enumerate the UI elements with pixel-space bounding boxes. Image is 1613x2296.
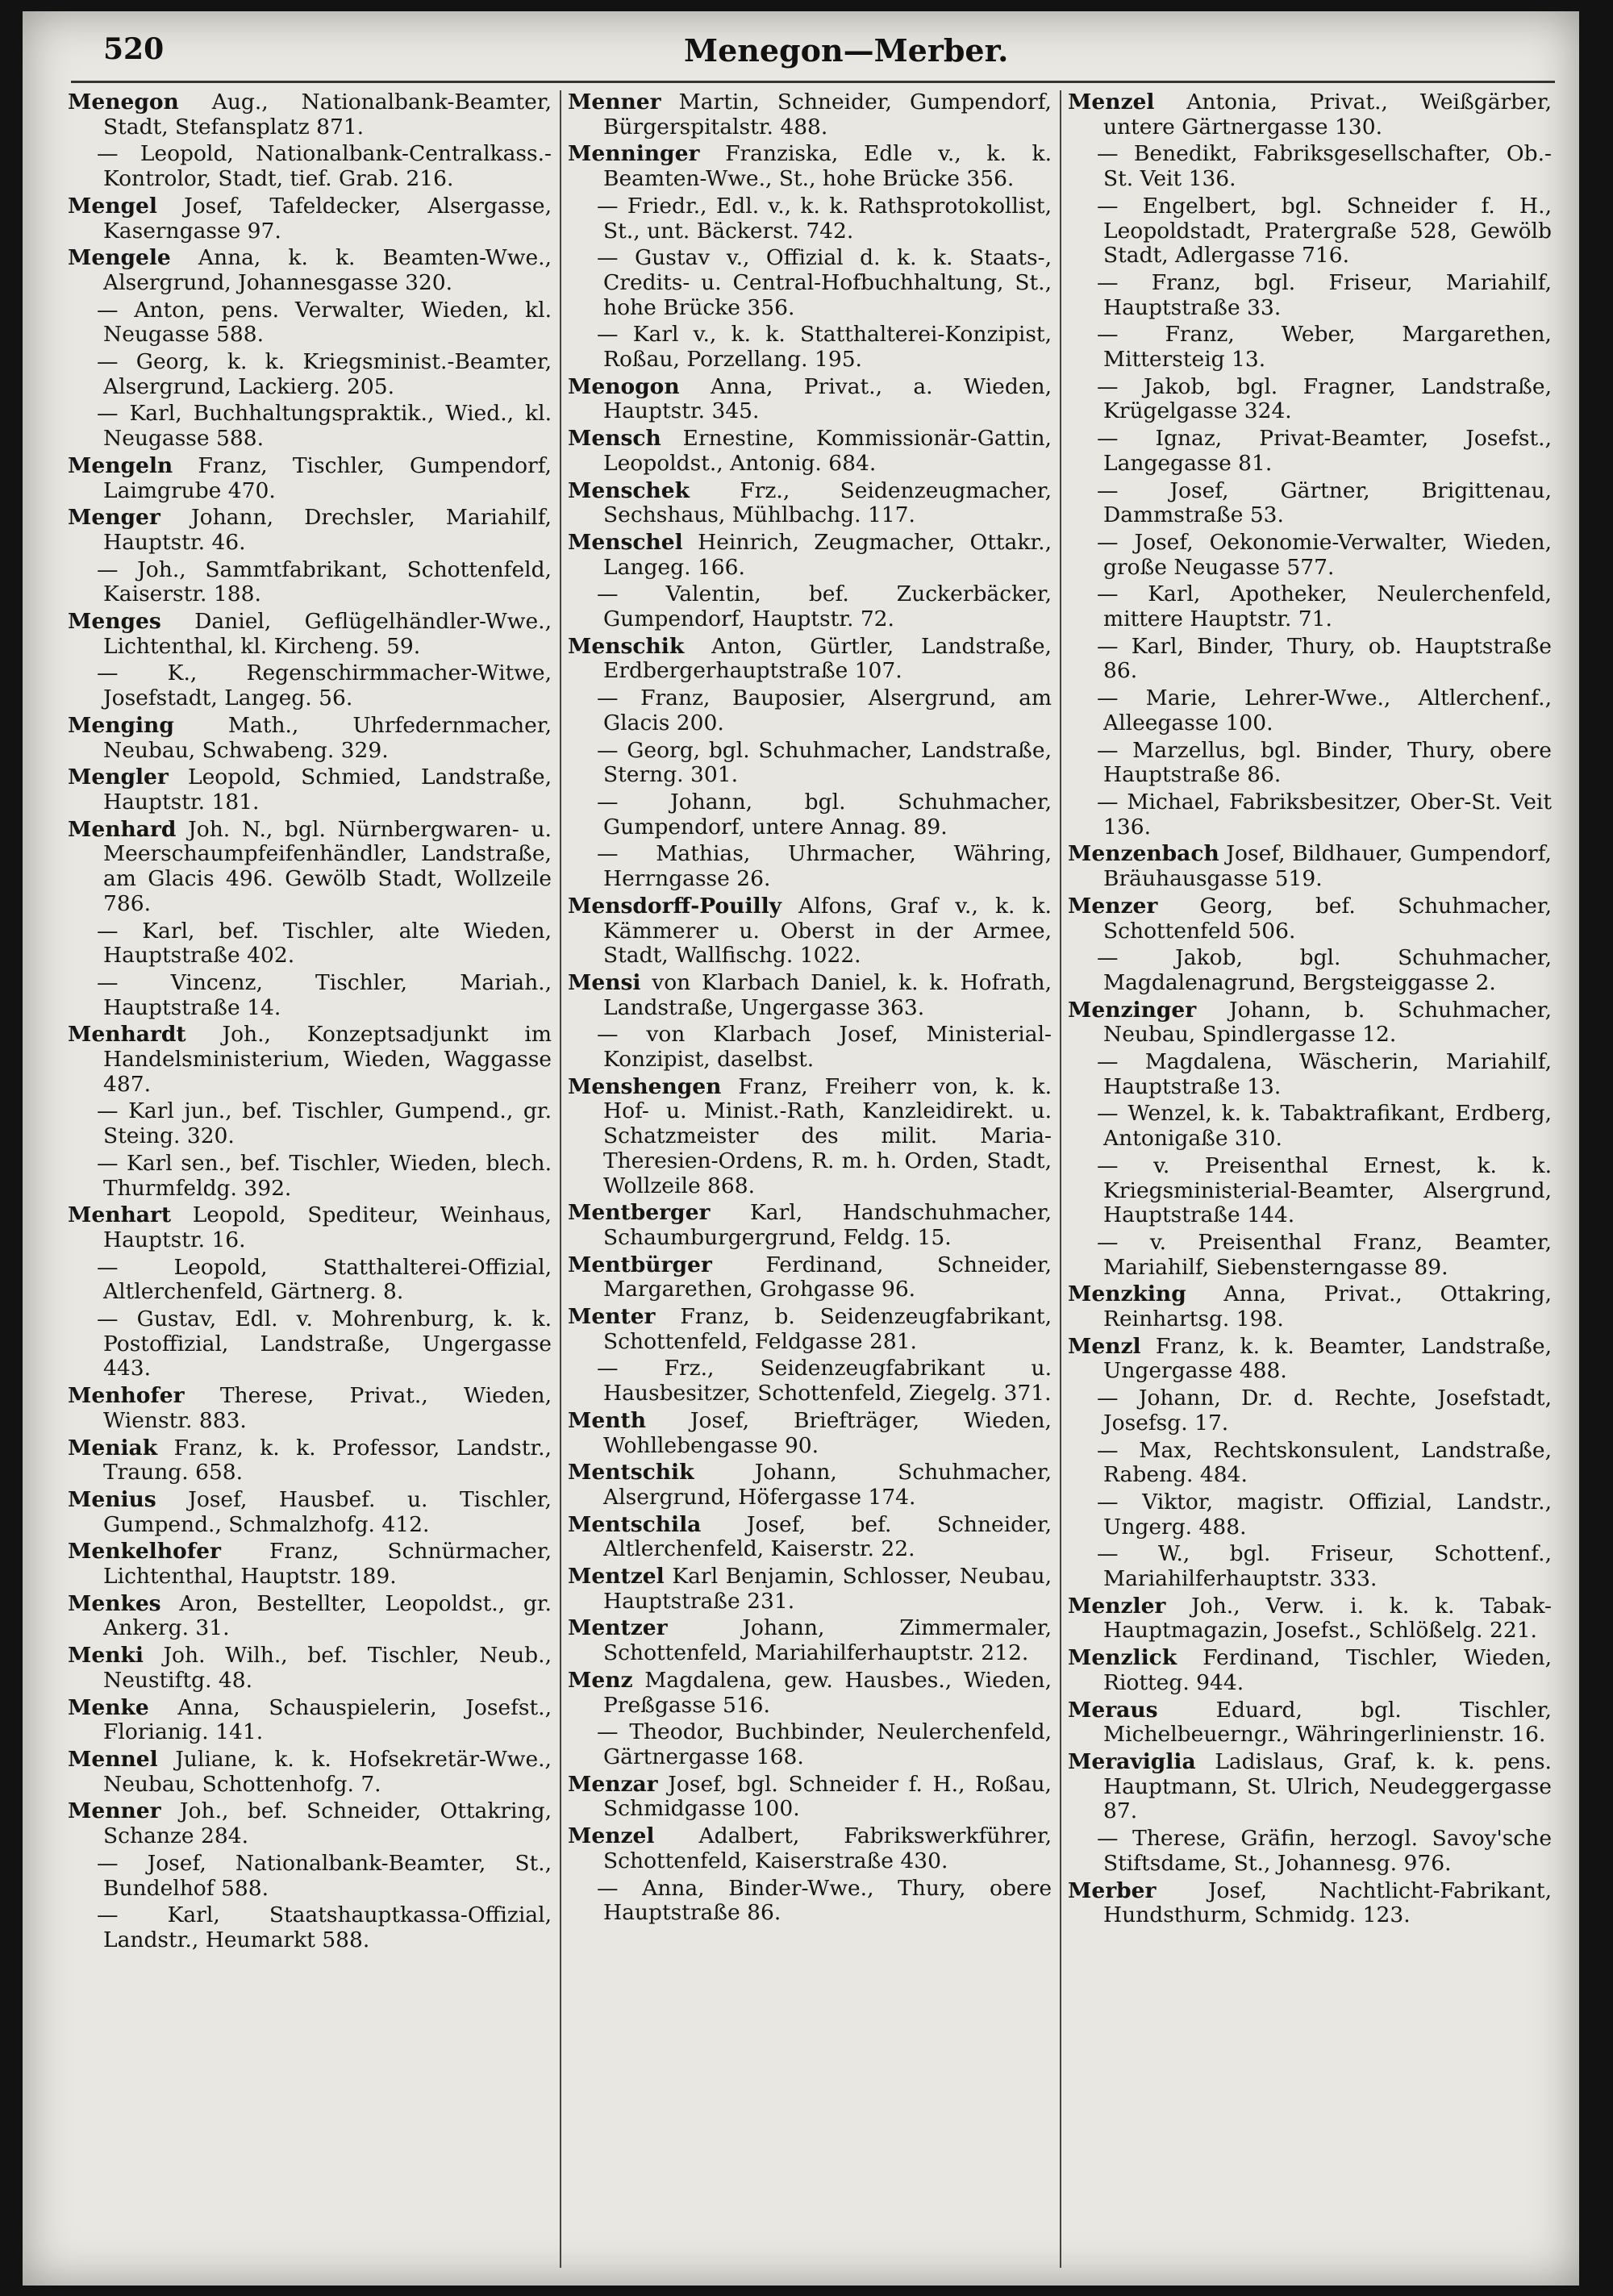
entry-surname: Mensch: [568, 426, 661, 452]
entry-text: — Jakob, bgl. Fragner, Landstraße, Krügelgasse 324.: [1097, 373, 1552, 424]
entry-text: — Leopold, Nationalbank-Centralkass.-Kontrolor, Stadt, tief. Grab. 216.: [97, 141, 552, 192]
entry-text: Franz, b. Seidenzeugfabrikant, Schottenfeld, Feldgasse 281.: [603, 1304, 1052, 1354]
directory-entry: [68, 558, 552, 607]
entry-text: — Johann, bgl. Schuhmacher, Gumpendorf, untere Annag. 89.: [597, 789, 1052, 840]
entry-surname: Mensi: [568, 969, 641, 995]
entry-surname: Menogon: [568, 373, 680, 399]
entry-text: Josef, Nachtlicht-Fabrikant, Hundsthurm, Schmidg. 123.: [1103, 1877, 1552, 1928]
entry-text: — Valentin, bef. Zuckerbäcker, Gumpendorf, Hauptstr. 72.: [597, 581, 1052, 632]
directory-entry: [568, 894, 1052, 969]
directory-entry: [68, 142, 552, 191]
entry-surname: Menninger: [568, 141, 700, 167]
entry-text: Josef, bef. Schneider, Altlerchenfeld, Kaiserstr. 22.: [603, 1511, 1052, 1562]
entry-surname: Menzer: [1068, 893, 1158, 919]
entry-surname: Menshengen: [568, 1073, 722, 1099]
directory-entry: [68, 765, 552, 815]
entry-surname: Menki: [68, 1643, 144, 1669]
entry-text: — Joh., Sammtfabrikant, Schottenfeld, Kaiserstr. 188.: [97, 556, 552, 607]
entry-text: — Anna, Binder-Wwe., Thury, obere Hauptstraße 86.: [597, 1875, 1052, 1926]
entry-surname: Menschik: [568, 633, 685, 659]
entry-text: Josef, Bildhauer, Gumpendorf, Bräuhausgasse 519.: [1103, 841, 1552, 892]
entry-surname: Meraviglia: [1068, 1749, 1196, 1774]
entry-text: Magdalena, gew. Hausbes., Wieden, Preßgasse 516.: [603, 1667, 1052, 1718]
directory-entry: [68, 818, 552, 917]
entry-text: — Max, Rechtskonsulent, Landstraße, Rabeng. 484.: [1097, 1437, 1552, 1488]
header-rule: [71, 81, 1555, 83]
entry-text: — Theodor, Buchbinder, Neulerchenfeld, Gärtnergasse 168.: [597, 1719, 1052, 1769]
directory-entry: [568, 1669, 1052, 1718]
directory-entry: [1068, 1439, 1552, 1488]
entry-text: — K., Regenschirmmacher-Witwe, Josefstadt, Langeg. 56.: [97, 660, 552, 711]
entry-text: Franz, k. k. Professor, Landstr., Traung. 658.: [103, 1435, 552, 1486]
column-right: [1068, 90, 1552, 2268]
entry-text: Karl, Handschuhmacher, Schaumburgergrund, Feldg. 15.: [603, 1200, 1052, 1250]
entry-text: Josef, Hausbef. u. Tischler, Gumpend., Schmalzhofg. 412.: [103, 1486, 552, 1537]
entry-text: — Leopold, Statthalterei-Offizial, Altlerchenfeld, Gärtnerg. 8.: [97, 1254, 552, 1305]
running-head: Menegon—Merber.: [684, 32, 1009, 69]
entry-text: — Frz., Seidenzeugfabrikant u. Hausbesitzer, Schottenfeld, Ziegelg. 371.: [597, 1356, 1052, 1406]
directory-entry: [568, 686, 1052, 735]
entry-surname: Menzel: [568, 1823, 655, 1849]
column-rule: [560, 90, 561, 2268]
entry-surname: Mengel: [68, 193, 157, 219]
entry-surname: Menhart: [68, 1202, 172, 1228]
entry-surname: Menz: [568, 1667, 633, 1693]
entry-text: Joh., bef. Schneider, Ottakring, Schanze 284.: [103, 1798, 552, 1849]
directory-entry: [1068, 635, 1552, 684]
entry-text: Leopold, Spediteur, Weinhaus, Hauptstr. 16.: [103, 1202, 552, 1252]
directory-entry: [68, 1436, 552, 1486]
directory-entry: [568, 842, 1052, 891]
entry-surname: Menzinger: [1068, 997, 1197, 1023]
directory-entry: [1068, 1827, 1552, 1876]
entry-text: — Karl, Buchhaltungspraktik., Wied., kl. Neugasse 588.: [97, 401, 552, 452]
directory-entry: [68, 1023, 552, 1097]
directory-entry: [68, 506, 552, 555]
entry-surname: Menzenbach: [1068, 841, 1219, 867]
entry-text: — Viktor, magistr. Offizial, Landstr., Ungerg. 488.: [1097, 1489, 1552, 1540]
directory-entry: [68, 1540, 552, 1589]
directory-entry: [568, 375, 1052, 424]
directory-entry: [68, 971, 552, 1020]
directory-entry: [1068, 479, 1552, 528]
directory-entry: [1068, 790, 1552, 840]
entry-text: Franz, Freiherr von, k. k. Hof- u. Minist.-Rath, Kanzleidirekt. u. Schatzmeister des milit. Maria-Theresien-Ordens, R. m. h. Orden, Stadt, Wollzeile 868.: [603, 1073, 1052, 1198]
entry-text: Math., Uhrfedernmacher, Neubau, Schwabeng. 329.: [103, 712, 552, 763]
entry-text: Joh., Verw. i. k. k. Tabak-Hauptmagazin, Josefst., Schlößelg. 221.: [1103, 1593, 1552, 1644]
entry-text: — Gustav, Edl. v. Mohrenburg, k. k. Postoffizial, Landstraße, Ungergasse 443.: [97, 1306, 552, 1381]
directory-entry: [1068, 90, 1552, 140]
entry-text: — Karl sen., bef. Tischler, Wieden, blech. Thurmfeldg. 392.: [97, 1150, 552, 1201]
entry-surname: Mengler: [68, 765, 169, 790]
directory-entry: [68, 90, 552, 140]
entry-text: — Karl, Staatshauptkassa-Offizial, Landstr., Heumarkt 588.: [97, 1902, 552, 1952]
entry-surname: Menschek: [568, 477, 690, 503]
entry-surname: Mentschik: [568, 1460, 694, 1486]
entry-text: — Franz, bgl. Friseur, Mariahilf, Hauptstraße 33.: [1097, 269, 1552, 320]
directory-entry: [68, 1488, 552, 1537]
entry-surname: Menhofer: [68, 1383, 185, 1409]
entry-text: — Marzellus, bgl. Binder, Thury, obere Hauptstraße 86.: [1097, 737, 1552, 788]
entry-text: — Franz, Weber, Margarethen, Mittersteig 13.: [1097, 322, 1552, 373]
directory-entry: [568, 1877, 1052, 1926]
entry-surname: Mentzer: [568, 1615, 668, 1641]
entry-text: Juliane, k. k. Hofsekretär-Wwe., Neubau, Schottenhofg. 7.: [103, 1747, 552, 1797]
entry-surname: Mennel: [68, 1747, 158, 1772]
directory-entry: [1068, 1282, 1552, 1331]
entry-text: Franz, Schnürmacher, Lichtenthal, Hauptstr. 189.: [103, 1539, 552, 1590]
directory-entry: [568, 1023, 1052, 1072]
directory-entry: [568, 790, 1052, 840]
entry-surname: Menkes: [68, 1590, 161, 1616]
entry-surname: Menner: [568, 90, 661, 115]
entry-text: — Friedr., Edl. v., k. k. Rathsprotokollist, St., unt. Bäckerst. 742.: [597, 193, 1052, 244]
directory-entry: [68, 1748, 552, 1797]
entry-text: — Engelbert, bgl. Schneider f. H., Leopoldstadt, Pratergraße 528, Gewölb Stadt, Adlergasse 716.: [1097, 193, 1552, 269]
directory-entry: [1068, 946, 1552, 995]
directory-entry: [68, 1203, 552, 1252]
entry-text: Therese, Privat., Wieden, Wienstr. 883.: [103, 1383, 552, 1433]
directory-entry: [568, 142, 1052, 191]
entry-text: Georg, bef. Schuhmacher, Schottenfeld 506.: [1103, 893, 1552, 944]
directory-entry: [68, 1696, 552, 1745]
directory-entry: [568, 1565, 1052, 1614]
entry-surname: Mengeln: [68, 452, 173, 478]
entry-text: Johann, Zimmermaler, Schottenfeld, Mariahilferhauptstr. 212.: [603, 1615, 1052, 1666]
entry-text: Alfons, Graf v., k. k. Kämmerer u. Oberst in der Armee, Stadt, Wallfischg. 1022.: [603, 893, 1052, 969]
entry-text: — Karl, bef. Tischler, alte Wieden, Hauptstraße 402.: [97, 918, 552, 969]
entry-surname: Menges: [68, 609, 161, 635]
directory-entry: [1068, 1542, 1552, 1591]
entry-text: Johann, b. Schuhmacher, Neubau, Spindlergasse 12.: [1103, 997, 1552, 1048]
directory-entry: [1068, 194, 1552, 269]
directory-entry: [568, 479, 1052, 528]
entry-text: Ferdinand, Schneider, Margarethen, Grohgasse 96.: [603, 1252, 1052, 1302]
directory-entry: [568, 323, 1052, 372]
entry-text: Daniel, Geflügelhändler-Wwe., Lichtenthal, kl. Kircheng. 59.: [103, 609, 552, 659]
directory-entry: [68, 1256, 552, 1305]
entry-text: — Ignaz, Privat-Beamter, Josefst., Langegasse 81.: [1097, 426, 1552, 476]
directory-entry: [568, 971, 1052, 1020]
entry-text: — Marie, Lehrer-Wwe., Altlerchenf., Alleegasse 100.: [1097, 685, 1552, 735]
directory-entry: [68, 1592, 552, 1641]
directory-entry: [68, 1644, 552, 1693]
entry-text: — von Klarbach Josef, Ministerial-Konzipist, daselbst.: [597, 1022, 1052, 1073]
directory-entry: [68, 454, 552, 503]
entry-text: Josef, bgl. Schneider f. H., Roßau, Schmidgasse 100.: [603, 1771, 1052, 1822]
directory-entry: [568, 1253, 1052, 1302]
entry-surname: Menke: [68, 1694, 149, 1720]
entry-text: Franz, k. k. Beamter, Landstraße, Ungergasse 488.: [1103, 1333, 1552, 1384]
directory-entry: [568, 635, 1052, 684]
entry-surname: Menschel: [568, 529, 683, 555]
entry-text: Ferdinand, Tischler, Wieden, Riotteg. 944.: [1103, 1645, 1552, 1695]
directory-entry: [568, 1201, 1052, 1250]
entry-text: — Karl, Apotheker, Neulerchenfeld, mittere Hauptstr. 71.: [1097, 581, 1552, 632]
directory-entry: [568, 531, 1052, 580]
entry-text: Aron, Bestellter, Leopoldst., gr. Ankerg. 31.: [103, 1590, 552, 1641]
directory-entry: [68, 246, 552, 295]
entry-text: — Jakob, bgl. Schuhmacher, Magdalenagrund, Bergsteiggasse 2.: [1097, 945, 1552, 995]
entry-text: Anna, k. k. Beamten-Wwe., Alsergrund, Johannesgasse 320.: [103, 245, 552, 295]
entry-text: Antonia, Privat., Weißgärber, untere Gärtnergasse 130.: [1103, 90, 1552, 140]
directory-entry: [1068, 427, 1552, 476]
entry-text: Adalbert, Fabrikswerkführer, Schottenfeld, Kaiserstraße 430.: [603, 1823, 1052, 1873]
directory-entry: [568, 194, 1052, 244]
directory-entry: [568, 1461, 1052, 1510]
entry-text: Anna, Schauspielerin, Josefst., Florianig. 141.: [103, 1694, 552, 1745]
entry-surname: Menegon: [68, 90, 179, 115]
entry-text: — Magdalena, Wäscherin, Mariahilf, Hauptstraße 13.: [1097, 1049, 1552, 1099]
directory-entry: [68, 402, 552, 451]
entry-surname: Menzlick: [1068, 1645, 1177, 1671]
directory-entry: [1068, 1698, 1552, 1748]
entry-text: — Josef, Oekonomie-Verwalter, Wieden, große Neugasse 577.: [1097, 529, 1552, 580]
entry-text: Joh. N., bgl. Nürnbergwaren- u. Meerschaumpfeifenhändler, Landstraße, am Glacis 496. Gewölb Stadt, Wollzeile 786.: [103, 816, 552, 916]
entry-text: Eduard, bgl. Tischler, Michelbeuerngr., Währingerlinienstr. 16.: [1103, 1697, 1552, 1748]
entry-text: — Karl, Binder, Thury, ob. Hauptstraße 86.: [1097, 633, 1552, 684]
entry-surname: Menzel: [1068, 90, 1155, 115]
entry-surname: Meraus: [1068, 1697, 1158, 1723]
directory-entry: [1068, 142, 1552, 191]
directory-entry: [568, 1513, 1052, 1562]
directory-entry: [568, 1356, 1052, 1406]
directory-entry: [68, 714, 552, 763]
entry-text: — v. Preisenthal Franz, Beamter, Mariahilf, Siebensterngasse 89.: [1097, 1229, 1552, 1280]
directory-entry: [68, 350, 552, 399]
entry-surname: Merber: [1068, 1877, 1157, 1903]
entry-text: — Therese, Gräfin, herzogl. Savoy'sche Stiftsdame, St., Johannesg. 976.: [1097, 1826, 1552, 1876]
directory-entry: [68, 919, 552, 969]
entry-text: Ladislaus, Graf, k. k. pens. Hauptmann, St. Ulrich, Neudeggergasse 87.: [1103, 1749, 1552, 1824]
entry-text: Joh. Wilh., bef. Tischler, Neub., Neustiftg. 48.: [103, 1643, 552, 1693]
directory-entry: [568, 1409, 1052, 1458]
entry-text: — Michael, Fabriksbesitzer, Ober-St. Veit 136.: [1097, 789, 1552, 840]
entry-text: — Johann, Dr. d. Rechte, Josefstadt, Josefsg. 17.: [1097, 1386, 1552, 1436]
entry-surname: Menger: [68, 505, 160, 531]
directory-entry: [1068, 842, 1552, 891]
entry-surname: Mentbürger: [568, 1252, 712, 1277]
entry-surname: Menzler: [1068, 1593, 1166, 1619]
entry-text: von Klarbach Daniel, k. k. Hofrath, Landstraße, Ungergasse 363.: [603, 969, 1052, 1020]
entry-text: — Gustav v., Offizial d. k. k. Staats-, Credits- u. Central-Hofbuchhaltung, St., hohe Brücke 356.: [597, 245, 1052, 320]
entry-surname: Menhard: [68, 816, 177, 842]
entry-text: Martin, Schneider, Gumpendorf, Bürgerspitalstr. 488.: [603, 90, 1052, 140]
entry-text: Josef, Briefträger, Wieden, Wohllebengasse 90.: [603, 1407, 1052, 1458]
directory-entry: [68, 1852, 552, 1901]
directory-entry: [68, 194, 552, 244]
entry-text: — Vincenz, Tischler, Mariah., Hauptstraße 14.: [97, 969, 552, 1020]
directory-entry: [568, 246, 1052, 320]
entry-text: — Benedikt, Fabriksgesellschafter, Ob.-St. Veit 136.: [1097, 141, 1552, 192]
entry-text: Karl Benjamin, Schlosser, Neubau, Hauptstraße 231.: [603, 1564, 1052, 1614]
column-rule: [1060, 90, 1061, 2268]
directory-entry: [1068, 1594, 1552, 1644]
directory-entry: [1068, 1490, 1552, 1540]
directory-entry: [68, 1307, 552, 1381]
entry-text: — Josef, Gärtner, Brigittenau, Dammstraße 53.: [1097, 477, 1552, 528]
directory-entry: [68, 1384, 552, 1433]
entry-text: Aug., Nationalbank-Beamter, Stadt, Stefansplatz 871.: [103, 90, 552, 140]
entry-surname: Mentschila: [568, 1511, 702, 1537]
entry-surname: Menth: [568, 1407, 646, 1433]
entry-text: — Franz, Bauposier, Alsergrund, am Glacis 200.: [597, 685, 1052, 735]
page-number: 520: [103, 32, 165, 66]
entry-text: — Anton, pens. Verwalter, Wieden, kl. Neugasse 588.: [97, 297, 552, 348]
directory-entry: [1068, 1335, 1552, 1384]
directory-entry: [1068, 1102, 1552, 1151]
entry-text: Franz, Tischler, Gumpendorf, Laimgrube 470.: [103, 452, 552, 503]
entry-text: — Mathias, Uhrmacher, Währing, Herrngasse 26.: [597, 841, 1052, 892]
column-left: [68, 90, 552, 2268]
directory-entry: [68, 1099, 552, 1148]
entry-text: Josef, Tafeldecker, Alsergasse, Kaserngasse 97.: [103, 193, 552, 244]
directory-entry: [1068, 1231, 1552, 1280]
entry-surname: Meniak: [68, 1435, 158, 1461]
entry-text: — v. Preisenthal Ernest, k. k. Kriegsministerial-Beamter, Alsergrund, Hauptstraße 144.: [1097, 1152, 1552, 1228]
entry-surname: Mensdorff-Pouilly: [568, 893, 782, 919]
entry-surname: Mentberger: [568, 1200, 711, 1226]
entry-surname: Menging: [68, 712, 174, 738]
directory-entry: [1068, 582, 1552, 631]
entry-surname: Menzking: [1068, 1281, 1186, 1307]
entry-text: Ernestine, Kommissionär-Gattin, Leopoldst., Antonig. 684.: [603, 426, 1052, 476]
entry-text: — Karl jun., bef. Tischler, Gumpend., gr. Steing. 320.: [97, 1098, 552, 1149]
entry-text: Anna, Privat., Ottakring, Reinhartsg. 198.: [1103, 1281, 1552, 1332]
directory-entry: [68, 661, 552, 710]
directory-entry: [568, 1305, 1052, 1354]
directory-entry: [1068, 1646, 1552, 1695]
directory-entry: [568, 1616, 1052, 1665]
directory-entry: [568, 90, 1052, 140]
directory-entry: [68, 298, 552, 348]
entry-surname: Menhardt: [68, 1022, 186, 1048]
directory-entry: [1068, 271, 1552, 320]
entry-text: — Karl v., k. k. Statthalterei-Konzipist, Roßau, Porzellang. 195.: [597, 322, 1052, 373]
entry-text: Joh., Konzeptsadjunkt im Handelsministerium, Wieden, Waggasse 487.: [103, 1022, 552, 1097]
directory-entry: [568, 582, 1052, 631]
entry-surname: Menius: [68, 1486, 156, 1512]
directory-entry: [1068, 739, 1552, 788]
directory-entry: [568, 1824, 1052, 1873]
directory-entry: [1068, 1879, 1552, 1928]
entry-surname: Menkelhofer: [68, 1539, 221, 1565]
directory-entry: [1068, 686, 1552, 735]
column-middle: [568, 90, 1052, 2268]
directory-entry: [1068, 894, 1552, 944]
entry-text: — W., bgl. Friseur, Schottenf., Mariahilferhauptstr. 333.: [1097, 1541, 1552, 1592]
entry-text: — Georg, bgl. Schuhmacher, Landstraße, Sterng. 301.: [597, 737, 1052, 788]
directory-entry: [1068, 1386, 1552, 1436]
entry-text: — Wenzel, k. k. Tabaktrafikant, Erdberg, Antonigaße 310.: [1097, 1101, 1552, 1152]
entry-text: Anna, Privat., a. Wieden, Hauptstr. 345.: [603, 373, 1052, 424]
directory-entry: [1068, 323, 1552, 372]
directory-entry: [1068, 1154, 1552, 1228]
directory-entry: [568, 1773, 1052, 1822]
directory-entry: [568, 427, 1052, 476]
entry-text: — Josef, Nationalbank-Beamter, St., Bundelhof 588.: [97, 1850, 552, 1901]
directory-entry: [68, 610, 552, 659]
directory-page: [23, 11, 1579, 2286]
directory-entry: [1068, 998, 1552, 1048]
entry-text: Anton, Gürtler, Landstraße, Erdbergerhauptstraße 107.: [603, 633, 1052, 684]
directory-entry: [1068, 1050, 1552, 1099]
directory-entry: [1068, 375, 1552, 424]
entry-surname: Menzl: [1068, 1333, 1141, 1359]
directory-entry: [568, 1720, 1052, 1769]
entry-text: Franziska, Edle v., k. k. Beamten-Wwe., St., hohe Brücke 356.: [603, 141, 1052, 192]
entry-text: Leopold, Schmied, Landstraße, Hauptstr. 181.: [103, 765, 552, 815]
directory-entry: [1068, 531, 1552, 580]
entry-text: Frz., Seidenzeugmacher, Sechshaus, Mühlbachg. 117.: [603, 477, 1052, 528]
entry-text: Johann, Schuhmacher, Alsergrund, Höfergasse 174.: [603, 1460, 1052, 1510]
entry-surname: Menner: [68, 1798, 161, 1824]
directory-entry: [1068, 1750, 1552, 1824]
directory-entry: [68, 1152, 552, 1201]
directory-entry: [68, 1799, 552, 1848]
entry-surname: Menter: [568, 1304, 656, 1330]
directory-entry: [568, 1075, 1052, 1199]
entry-surname: Menzar: [568, 1771, 658, 1797]
entry-surname: Mengele: [68, 245, 171, 271]
directory-entry: [68, 1903, 552, 1952]
entry-text: Heinrich, Zeugmacher, Ottakr., Langeg. 166.: [603, 529, 1052, 580]
entry-text: Johann, Drechsler, Mariahilf, Hauptstr. 46.: [103, 505, 552, 555]
entry-surname: Mentzel: [568, 1564, 665, 1590]
entry-text: — Georg, k. k. Kriegsminist.-Beamter, Alsergrund, Lackierg. 205.: [97, 349, 552, 399]
directory-entry: [568, 739, 1052, 788]
